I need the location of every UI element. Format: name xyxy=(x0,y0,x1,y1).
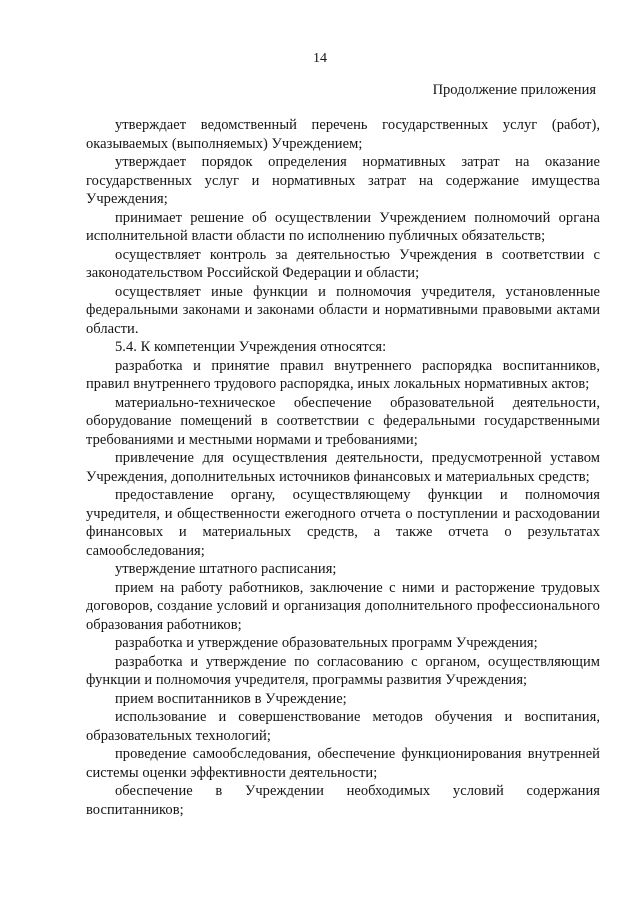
paragraph: материально-техническое обеспечение образовательной деятельности, оборудование помещений в соответствии с федеральными государственными требованиями и местными нормами и требованиями; xyxy=(86,394,600,448)
paragraph: принимает решение об осуществлении Учреждением полномочий органа исполнительной власти области по исполнению публичных обязательств; xyxy=(86,209,600,244)
paragraph: привлечение для осуществления деятельности, предусмотренной уставом Учреждения, дополнительных источников финансовых и материальных средств; xyxy=(86,450,600,485)
paragraph: проведение самообследования, обеспечение функционирования внутренней системы оценки эффективности деятельности; xyxy=(86,746,600,781)
paragraph: использование и совершенствование методов обучения и воспитания, образовательных технологий; xyxy=(86,709,600,744)
paragraph: осуществляет контроль за деятельностью Учреждения в соответствии с законодательством Российской Федерации и области; xyxy=(86,246,600,281)
paragraph: прием на работу работников, заключение с ними и расторжение трудовых договоров, создание условий и организация дополнительного профессионального образования работников; xyxy=(86,579,600,633)
page-number: 14 xyxy=(313,51,327,66)
paragraph: разработка и утверждение по согласованию с органом, осуществляющим функции и полномочия учредителя, программы развития Учреждения; xyxy=(86,653,600,688)
paragraph: утверждение штатного расписания; xyxy=(115,561,337,577)
paragraph: осуществляет иные функции и полномочия учредителя, установленные федеральными законами и законами области и нормативными правовыми актами области. xyxy=(86,283,600,337)
paragraph: прием воспитанников в Учреждение; xyxy=(115,690,347,707)
paragraph: разработка и утверждение образовательных программ Учреждения; xyxy=(115,635,538,651)
body-text xyxy=(86,116,600,819)
continuation-note: Продолжение приложения xyxy=(432,82,596,98)
paragraph: утверждает порядок определения нормативных затрат на оказание государственных услуг и нормативных затрат на содержание имущества Учреждения; xyxy=(86,154,600,207)
paragraph: обеспечение в Учреждении необходимых условий содержания воспитанников; xyxy=(86,783,600,818)
paragraph: утверждает ведомственный перечень государственных услуг (работ), оказываемых (выполняемых) Учреждением; xyxy=(86,117,600,152)
paragraph: разработка и принятие правил внутреннего распорядка воспитанников, правил внутреннего трудового распорядка, иных локальных нормативных актов; xyxy=(86,357,600,392)
section-heading: 5.4. К компетенции Учреждения относятся: xyxy=(115,339,387,355)
paragraph: предоставление органу, осуществляющему функции и полномочия учредителя, и общественности ежегодного отчета о поступлении и расходовании финансовых и материальных средств, а также отчета о результатах самообследования; xyxy=(86,487,600,559)
